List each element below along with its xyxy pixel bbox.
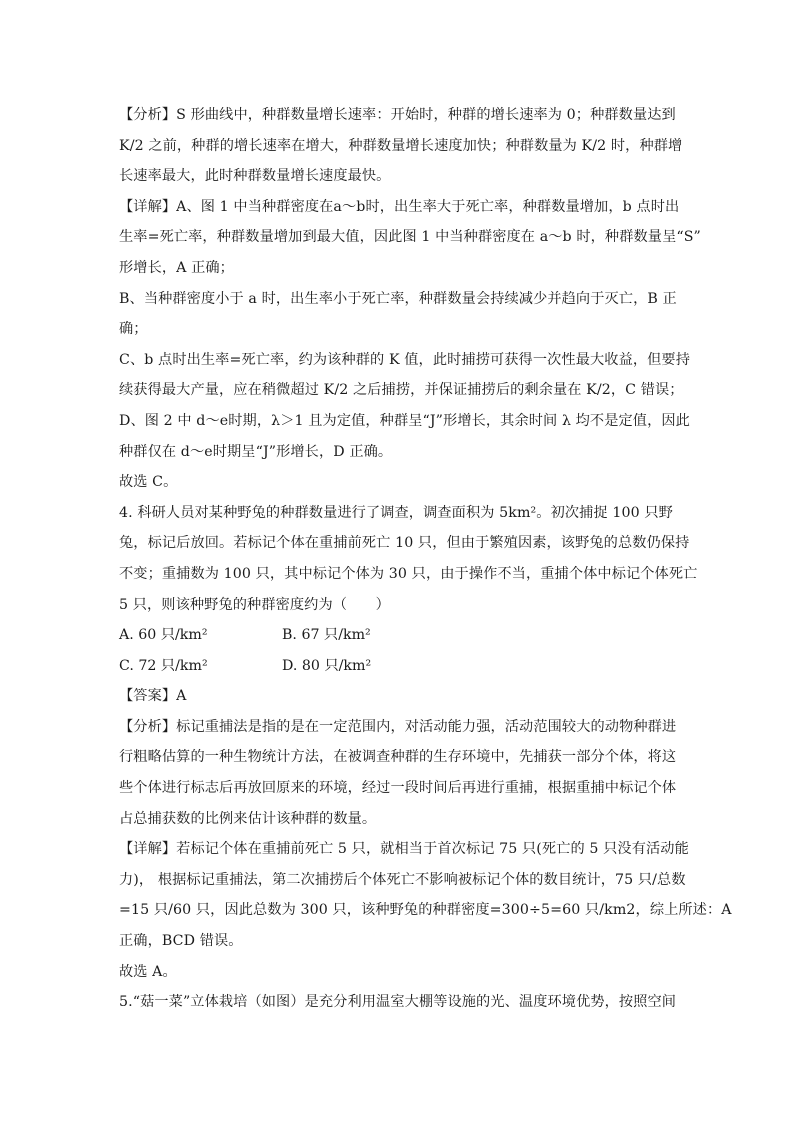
explanation-line-1: 【详解】A、图 1 中当种群密度在a～b时，出生率大于死亡率，种群数量增加，b 点时出 bbox=[119, 198, 680, 215]
option-c: C. 72 只/km² bbox=[119, 657, 208, 674]
analysis2-line-4: 占总捕获数的比例来估计该种群的数量。 bbox=[119, 810, 377, 827]
explanation-line-8: D、图 2 中 d～e时期，λ＞1 且为定值，种群呈“J”形增长，其余时间 λ 均不是定值，因此 bbox=[119, 412, 690, 429]
document-body bbox=[119, 100, 732, 1018]
option-b: B. 67 只/km² bbox=[282, 627, 371, 644]
question-4-line-2: 兔，标记后放回。若标记个体在重捕前死亡 10 只，但由于繁殖因素，该野兔的总数仍保持 bbox=[119, 535, 690, 552]
analysis-line-2: K/2 之前，种群的增长速率在增大，种群数量增长速度加快；种群数量为 K/2 时，种群增 bbox=[119, 137, 683, 154]
option-d: D. 80 只/km² bbox=[282, 657, 372, 674]
question-4-line-1: 4. 科研人员对某种野兔的种群数量进行了调查，调查面积为 5km²。初次捕捉 100 只野 bbox=[119, 504, 673, 521]
answer-choice-line-2: 故选 A。 bbox=[119, 963, 177, 980]
explanation-line-4: B、当种群密度小于 a 时，出生率小于死亡率，种群数量会持续减少并趋向于灭亡，B 正 bbox=[119, 290, 677, 307]
analysis2-line-3: 些个体进行标志后再放回原来的环境，经过一段时间后再进行重捕，根据重捕中标记个体 bbox=[119, 780, 677, 797]
analysis2-line-2: 行粗略估算的一种生物统计方法，在被调查种群的生存环境中，先捕获一部分个体，将这 bbox=[119, 749, 677, 766]
explanation-line-5: 确； bbox=[119, 321, 148, 338]
explanation2-line-3: =15 只/60 只，因此总数为 300 只，该种野兔的种群密度=300÷5=60 只/km2，综上所述：A bbox=[119, 902, 732, 919]
explanation-line-9: 种群仅在 d～e时期呈“J”形增长，D 正确。 bbox=[119, 443, 393, 460]
explanation-line-6: C、b 点时出生率=死亡率，约为该种群的 K 值，此时捕捞可获得一次性最大收益，但要持 bbox=[119, 351, 691, 368]
option-a: A. 60 只/km² bbox=[119, 627, 208, 644]
question-4-line-4: 5 只，则该种野兔的种群密度约为（ ） bbox=[119, 596, 390, 613]
answer-choice-line: 故选 C。 bbox=[119, 474, 178, 491]
options-row-1 bbox=[119, 620, 679, 651]
explanation2-line-2: 力)， 根据标记重捕法，第二次捕捞后个体死亡不影响被标记个体的数目统计，75 只/总数 bbox=[119, 871, 686, 888]
explanation-line-7: 续获得最大产量，应在稍微超过 K/2 之后捕捞，并保证捕捞后的剩余量在 K/2，C 错误； bbox=[119, 382, 684, 399]
analysis2-line-1: 【分析】标记重捕法是指的是在一定范围内，对活动能力强，活动范围较大的动物种群进 bbox=[119, 718, 677, 735]
analysis-line-1: 【分析】S 形曲线中，种群数量增长速率：开始时，种群的增长速率为 0；种群数量达到 bbox=[119, 107, 676, 123]
options-row-2 bbox=[119, 651, 679, 682]
answer-line: 【答案】A bbox=[119, 688, 187, 705]
question-4-line-3: 不变；重捕数为 100 只，其中标记个体为 30 只，由于操作不当，重捕个体中标记个体死亡 bbox=[119, 565, 698, 582]
explanation-line-3: 形增长，A 正确； bbox=[119, 259, 234, 276]
explanation-line-2: 生率=死亡率，种群数量增加到最大值，因此图 1 中当种群密度在 a～b 时，种群数量呈“S” bbox=[119, 229, 701, 246]
explanation2-line-1: 【详解】若标记个体在重捕前死亡 5 只，就相当于首次标记 75 只(死亡的 5 只没有活动能 bbox=[119, 841, 689, 858]
analysis-line-3: 长速率最大，此时种群数量增长速度最快。 bbox=[119, 168, 391, 185]
explanation2-line-4: 正确，BCD 错误。 bbox=[119, 933, 243, 950]
question-5-line-1: 5.“菇一菜”立体栽培（如图）是充分利用温室大棚等设施的光、温度环境优势，按照空间 bbox=[119, 994, 677, 1011]
